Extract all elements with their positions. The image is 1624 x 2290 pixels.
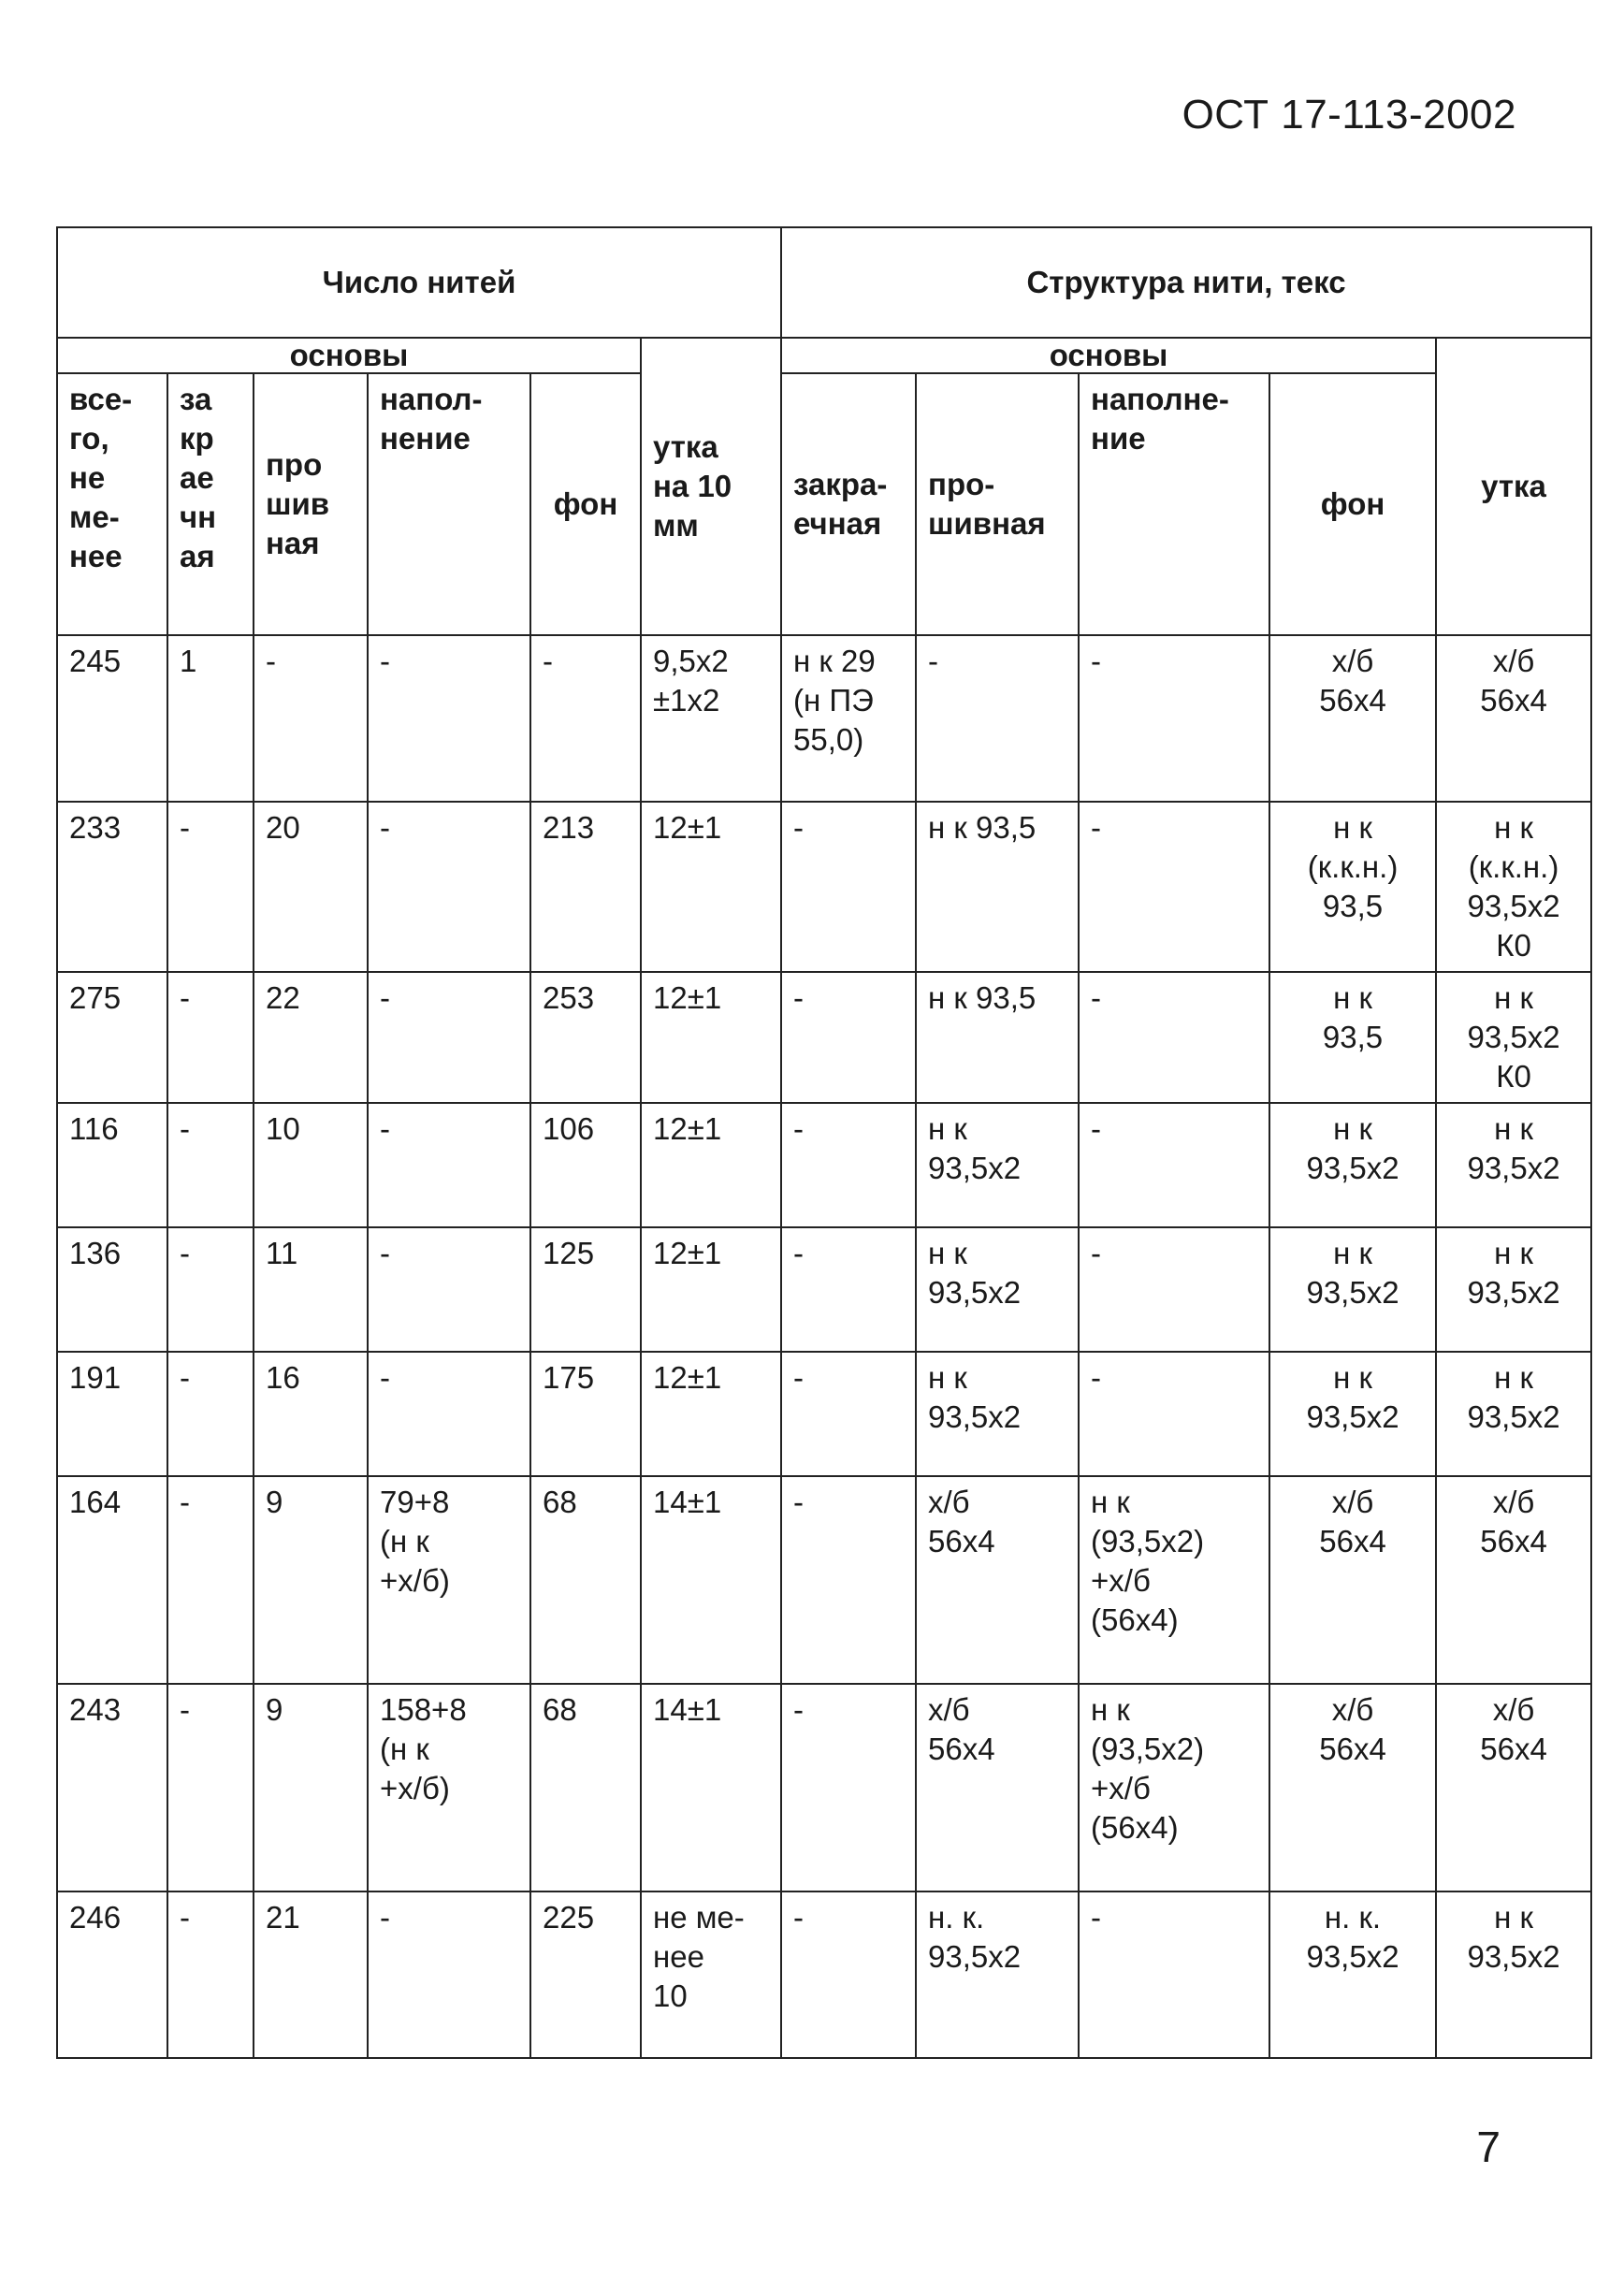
table-row <box>57 1103 1591 1227</box>
cell-struct-utka: н к (к.к.н.) 93,5х2 К0 <box>1436 802 1591 972</box>
group-thread-structure-header: Структура нити, текс <box>781 227 1591 338</box>
cell-struct-zakraechnaya: - <box>781 802 916 972</box>
cell-struct-zakraechnaya: - <box>781 1227 916 1352</box>
specification-table <box>56 226 1592 2059</box>
table-row <box>57 802 1591 972</box>
cell-struct-utka: х/б 56х4 <box>1436 1684 1591 1891</box>
cell-vsego: 243 <box>57 1684 167 1891</box>
col-vsego: все- го, не ме- нее <box>57 373 167 635</box>
cell-struct-utka: н к 93,5х2 К0 <box>1436 972 1591 1103</box>
col-struct-proshivnaya: про- шивная <box>916 373 1079 635</box>
group-thread-count-header: Число нитей <box>57 227 781 338</box>
cell-struct-proshivnaya: х/б 56х4 <box>916 1476 1079 1684</box>
cell-napolnenie: - <box>368 635 530 802</box>
col-napolnenie: напол- нение <box>368 373 530 635</box>
table-row <box>57 1476 1591 1684</box>
cell-struct-proshivnaya: н. к. 93,5х2 <box>916 1891 1079 2058</box>
cell-proshivnaya: 20 <box>254 802 368 972</box>
cell-struct-utka: н к 93,5х2 <box>1436 1227 1591 1352</box>
cell-napolnenie: - <box>368 1103 530 1227</box>
cell-struct-napolnenie: - <box>1079 1891 1269 2058</box>
cell-utka-na-10-mm: 12±1 <box>641 972 781 1103</box>
cell-struct-proshivnaya: н к 93,5х2 <box>916 1352 1079 1476</box>
cell-struct-zakraechnaya: - <box>781 1684 916 1891</box>
cell-struct-fon: н к 93,5 <box>1269 972 1436 1103</box>
cell-napolnenie: 79+8 (н к +х/б) <box>368 1476 530 1684</box>
cell-proshivnaya: - <box>254 635 368 802</box>
cell-struct-utka: х/б 56х4 <box>1436 635 1591 802</box>
cell-struct-utka: н к 93,5х2 <box>1436 1891 1591 2058</box>
cell-struct-fon: х/б 56х4 <box>1269 635 1436 802</box>
col-utka-na-10-mm: утка на 10 мм <box>641 338 781 635</box>
osnovy-right-header: основы <box>781 338 1436 373</box>
cell-napolnenie: - <box>368 802 530 972</box>
cell-vsego: 275 <box>57 972 167 1103</box>
cell-napolnenie: 158+8 (н к +х/б) <box>368 1684 530 1891</box>
cell-zakraechnaya: 1 <box>167 635 254 802</box>
cell-vsego: 136 <box>57 1227 167 1352</box>
cell-utka-na-10-mm: 9,5х2 ±1х2 <box>641 635 781 802</box>
table-row <box>57 635 1591 802</box>
cell-utka-na-10-mm: 12±1 <box>641 1103 781 1227</box>
cell-zakraechnaya: - <box>167 1476 254 1684</box>
cell-struct-napolnenie: - <box>1079 635 1269 802</box>
cell-utka-na-10-mm: 14±1 <box>641 1476 781 1684</box>
cell-struct-utka: х/б 56х4 <box>1436 1476 1591 1684</box>
cell-struct-fon: н к 93,5х2 <box>1269 1103 1436 1227</box>
cell-struct-napolnenie: - <box>1079 802 1269 972</box>
page-number: 7 <box>1476 2123 1501 2171</box>
cell-struct-zakraechnaya: н к 29 (н ПЭ 55,0) <box>781 635 916 802</box>
cell-napolnenie: - <box>368 972 530 1103</box>
cell-napolnenie: - <box>368 1891 530 2058</box>
cell-proshivnaya: 9 <box>254 1684 368 1891</box>
cell-zakraechnaya: - <box>167 1891 254 2058</box>
cell-struct-napolnenie: - <box>1079 1227 1269 1352</box>
cell-fon: 68 <box>530 1476 641 1684</box>
table-row <box>57 1352 1591 1476</box>
col-struct-fon: фон <box>1269 373 1436 635</box>
cell-struct-fon: х/б 56х4 <box>1269 1684 1436 1891</box>
cell-struct-fon: н. к. 93,5х2 <box>1269 1891 1436 2058</box>
table-row <box>57 1227 1591 1352</box>
cell-fon: 253 <box>530 972 641 1103</box>
cell-zakraechnaya: - <box>167 1227 254 1352</box>
cell-struct-utka: н к 93,5х2 <box>1436 1103 1591 1227</box>
cell-proshivnaya: 21 <box>254 1891 368 2058</box>
cell-struct-napolnenie: - <box>1079 972 1269 1103</box>
cell-vsego: 191 <box>57 1352 167 1476</box>
cell-proshivnaya: 9 <box>254 1476 368 1684</box>
cell-utka-na-10-mm: 14±1 <box>641 1684 781 1891</box>
cell-utka-na-10-mm: 12±1 <box>641 1227 781 1352</box>
cell-zakraechnaya: - <box>167 802 254 972</box>
col-zakraechnaya: за кр ае чн ая <box>167 373 254 635</box>
cell-fon: 225 <box>530 1891 641 2058</box>
cell-vsego: 245 <box>57 635 167 802</box>
cell-struct-napolnenie: н к (93,5х2) +х/б (56х4) <box>1079 1684 1269 1891</box>
cell-struct-fon: н к 93,5х2 <box>1269 1227 1436 1352</box>
cell-struct-fon: н к (к.к.н.) 93,5 <box>1269 802 1436 972</box>
cell-fon: 106 <box>530 1103 641 1227</box>
col-struct-zakraechnaya: закра- ечная <box>781 373 916 635</box>
cell-fon: 213 <box>530 802 641 972</box>
cell-struct-proshivnaya: н к 93,5 <box>916 972 1079 1103</box>
cell-fon: 175 <box>530 1352 641 1476</box>
cell-struct-zakraechnaya: - <box>781 1891 916 2058</box>
cell-utka-na-10-mm: 12±1 <box>641 1352 781 1476</box>
group-header-row <box>57 227 1591 338</box>
cell-zakraechnaya: - <box>167 1103 254 1227</box>
cell-struct-napolnenie: - <box>1079 1103 1269 1227</box>
table-row <box>57 1684 1591 1891</box>
cell-proshivnaya: 22 <box>254 972 368 1103</box>
cell-struct-proshivnaya: н к 93,5х2 <box>916 1227 1079 1352</box>
cell-vsego: 233 <box>57 802 167 972</box>
cell-vsego: 164 <box>57 1476 167 1684</box>
cell-struct-utka: н к 93,5х2 <box>1436 1352 1591 1476</box>
cell-struct-fon: н к 93,5х2 <box>1269 1352 1436 1476</box>
cell-fon: 125 <box>530 1227 641 1352</box>
cell-struct-napolnenie: н к (93,5х2) +х/б (56х4) <box>1079 1476 1269 1684</box>
cell-utka-na-10-mm: не ме- нее 10 <box>641 1891 781 2058</box>
cell-napolnenie: - <box>368 1227 530 1352</box>
cell-struct-proshivnaya: х/б 56х4 <box>916 1684 1079 1891</box>
cell-utka-na-10-mm: 12±1 <box>641 802 781 972</box>
cell-struct-zakraechnaya: - <box>781 972 916 1103</box>
cell-zakraechnaya: - <box>167 1684 254 1891</box>
cell-napolnenie: - <box>368 1352 530 1476</box>
col-struct-utka: утка <box>1436 338 1591 635</box>
col-struct-napolnenie: наполне- ние <box>1079 373 1269 635</box>
cell-struct-proshivnaya: н к 93,5х2 <box>916 1103 1079 1227</box>
table-row <box>57 1891 1591 2058</box>
cell-struct-proshivnaya: н к 93,5 <box>916 802 1079 972</box>
col-fon: фон <box>530 373 641 635</box>
cell-vsego: 116 <box>57 1103 167 1227</box>
cell-struct-fon: х/б 56х4 <box>1269 1476 1436 1684</box>
osnovy-header-row <box>57 338 1591 373</box>
table-body <box>57 635 1591 2058</box>
col-proshivnaya: про шив ная <box>254 373 368 635</box>
cell-struct-zakraechnaya: - <box>781 1352 916 1476</box>
cell-struct-zakraechnaya: - <box>781 1476 916 1684</box>
cell-vsego: 246 <box>57 1891 167 2058</box>
cell-proshivnaya: 11 <box>254 1227 368 1352</box>
cell-proshivnaya: 16 <box>254 1352 368 1476</box>
cell-zakraechnaya: - <box>167 1352 254 1476</box>
cell-proshivnaya: 10 <box>254 1103 368 1227</box>
osnovy-left-header: основы <box>57 338 641 373</box>
cell-fon: - <box>530 635 641 802</box>
cell-fon: 68 <box>530 1684 641 1891</box>
cell-struct-proshivnaya: - <box>916 635 1079 802</box>
cell-struct-zakraechnaya: - <box>781 1103 916 1227</box>
cell-struct-napolnenie: - <box>1079 1352 1269 1476</box>
table-row <box>57 972 1591 1103</box>
column-header-row <box>57 373 1591 635</box>
cell-zakraechnaya: - <box>167 972 254 1103</box>
document-code: ОСТ 17-113-2002 <box>1182 92 1516 138</box>
